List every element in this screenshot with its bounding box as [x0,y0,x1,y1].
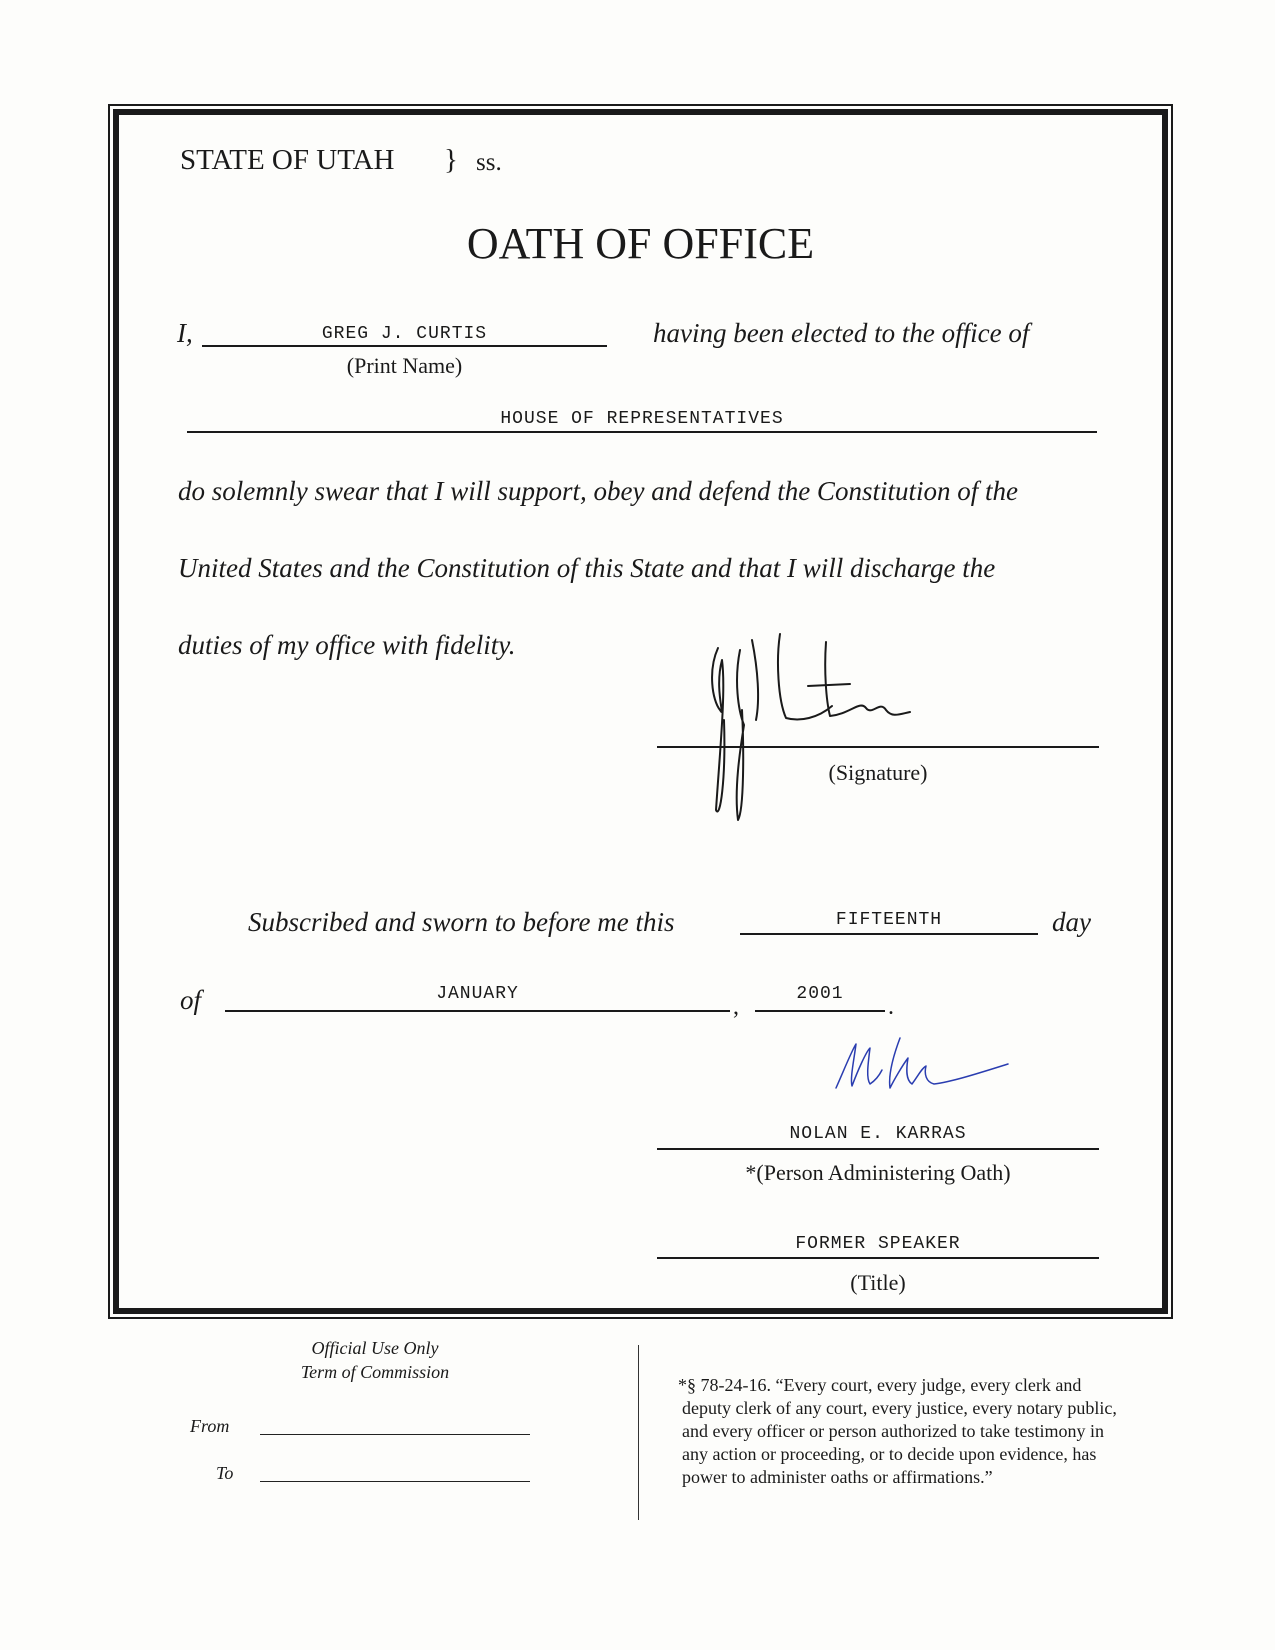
administrator-name: NOLAN E. KARRAS [789,1124,967,1144]
date-period: . [888,994,894,1020]
state-label: STATE OF UTAH [180,144,395,176]
from-line [260,1434,530,1435]
term-of-commission-heading: Term of Commission [300,1362,450,1382]
official-use-heading: Official Use Only [311,1338,439,1358]
footnote-line-3: and every officer or person authorized to take testimony in [682,1421,1105,1441]
date-comma: , [733,994,739,1020]
administrator-caption: *(Person Administering Oath) [745,1160,1011,1185]
title-underline [657,1257,1099,1259]
section-divider [638,1345,639,1520]
subscribed-text: Subscribed and sworn to before me this [248,907,675,937]
administrator-title: FORMER SPEAKER [795,1234,961,1254]
ss-label: ss. [476,149,502,176]
print-name-value: GREG J. CURTIS [321,324,488,344]
oath-text-line-3: duties of my office with fidelity. [178,630,516,660]
oath-text-line-1: do solemnly swear that I will support, obey and defend the Constitution of the [178,476,1018,506]
footnote-line-4: any action or proceeding, or to decide upon evidence, has [682,1444,1097,1464]
footnote-line-1: *§ 78-24-16. “Every court, every judge, every clerk and [678,1375,1082,1395]
signature-caption: (Signature) [828,760,928,785]
name-underline [202,345,607,347]
to-label: To [216,1463,234,1483]
day-underline [740,933,1038,935]
year-underline [755,1010,885,1012]
to-line [260,1481,530,1482]
print-name-caption: (Print Name) [346,353,463,378]
elected-text: having been elected to the office of [653,318,1030,348]
day-word: day [1052,907,1091,937]
venue-brace: } [444,144,458,176]
oath-text-line-2: United States and the Constitution of this State and that I will discharge the [178,553,996,583]
day-value: FIFTEENTH [835,910,943,930]
officer-signature [700,630,970,830]
office-underline [187,431,1097,433]
month-value: JANUARY [436,984,519,1004]
footnote-line-2: deputy clerk of any court, every justice, every notary public, [682,1398,1117,1418]
of-word: of [180,985,202,1015]
from-label: From [190,1416,230,1436]
i-label: I, [177,318,193,348]
office-value: HOUSE OF REPRESENTATIVES [500,409,784,429]
title-caption: (Title) [850,1270,906,1295]
signature-underline [657,746,1099,748]
year-value: 2001 [796,984,844,1004]
administrator-signature [830,1030,1010,1100]
administrator-underline [657,1148,1099,1150]
footnote-line-5: power to administer oaths or affirmations.” [682,1467,993,1487]
month-underline [225,1010,730,1012]
page-title: OATH OF OFFICE [466,219,815,268]
